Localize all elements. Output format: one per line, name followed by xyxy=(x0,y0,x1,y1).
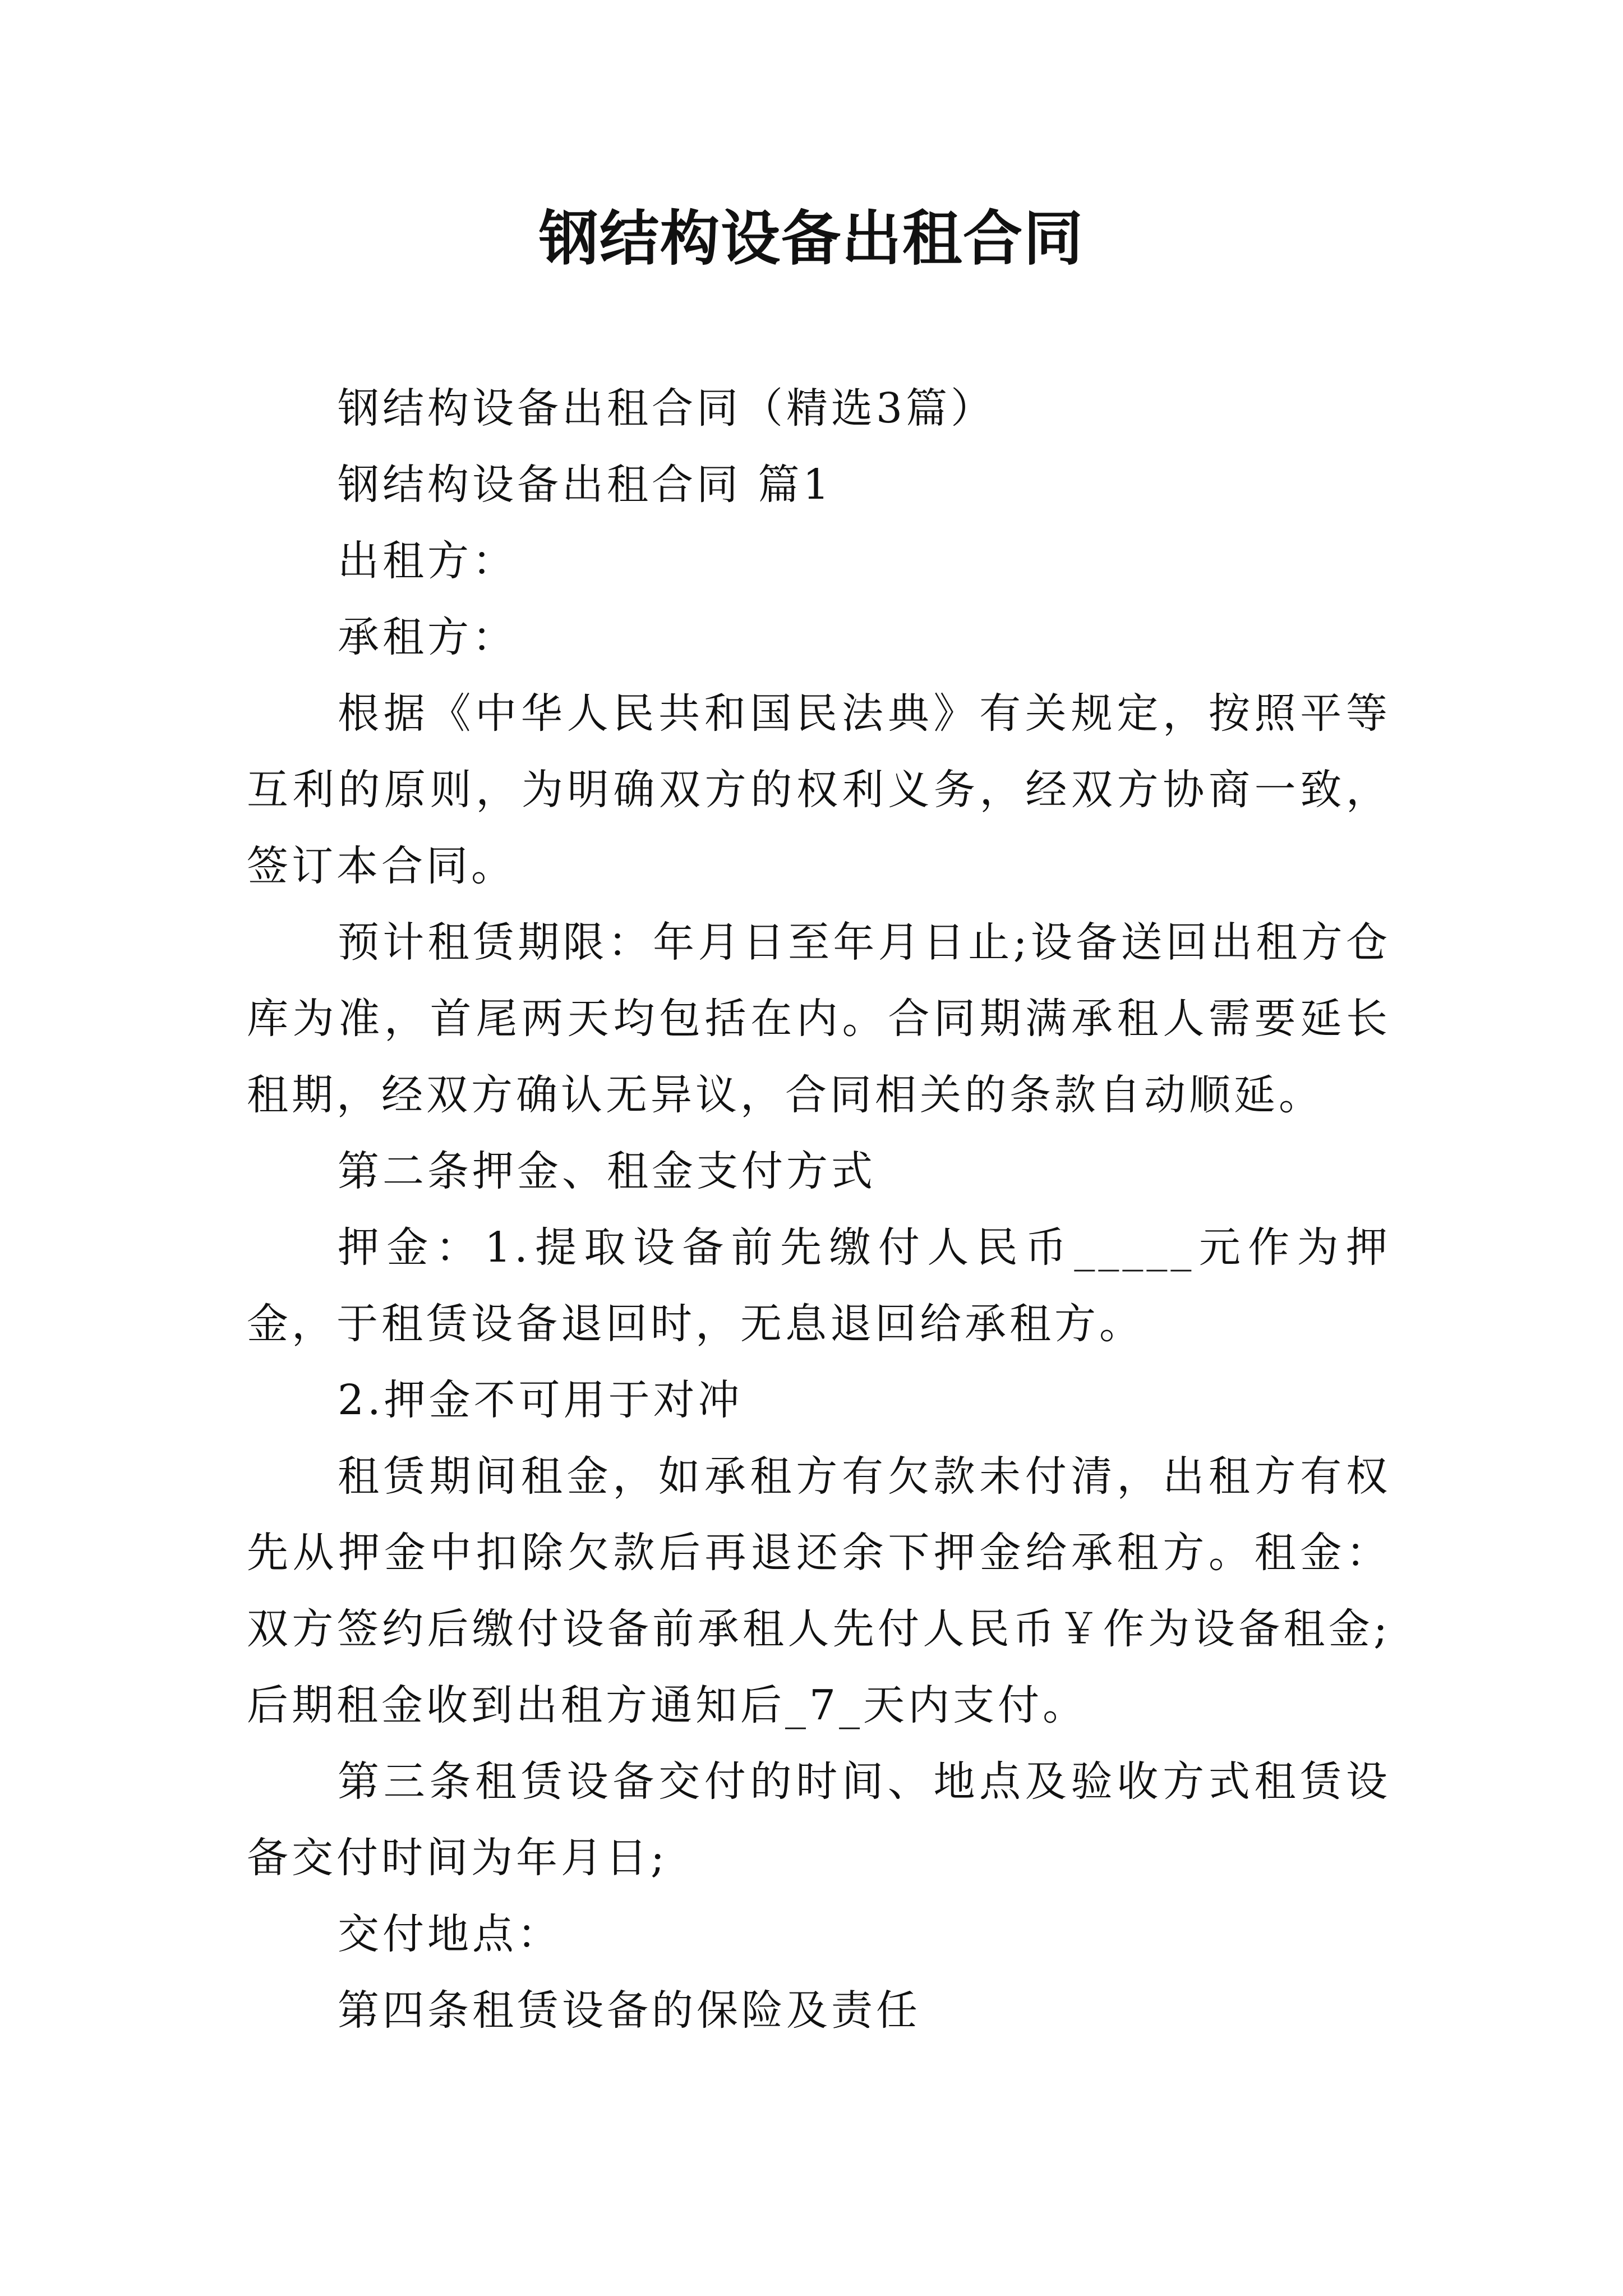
paragraph-collection-title: 钢结构设备出租合同（精选3篇） xyxy=(338,384,996,432)
paragraph-preamble: 根据《中华人民共和国民法典》有关规定，按照平等互利的原则，为明确双方的权利义务，经双方协商一致，签订本合同。 xyxy=(247,689,1391,890)
document-title: 钢结构设备出租合同 xyxy=(539,203,1084,273)
paragraph-lessor: 出租方： xyxy=(338,537,517,585)
paragraph-article-2-heading: 第二条押金、租金支付方式 xyxy=(338,1147,876,1195)
paragraph-article-3: 第三条租赁设备交付的时间、地点及验收方式租赁设备交付时间为年月日; xyxy=(247,1757,1391,1882)
paragraph-lease-term: 预计租赁期限：年月日至年月日止;设备送回出租方仓库为准，首尾两天均包括在内。合同期满承租人需要延长租期，经双方确认无异议，合同相关的条款自动顺延。 xyxy=(247,918,1391,1119)
paragraph-article-4-heading: 第四条租赁设备的保险及责任 xyxy=(338,1986,921,2035)
paragraph-delivery-location: 交付地点： xyxy=(338,1910,562,1958)
document-body xyxy=(247,370,1391,2049)
paragraph-lessee: 承租方： xyxy=(338,613,517,661)
paragraph-rent: 租赁期间租金，如承租方有欠款未付清，出租方有权先从押金中扣除欠款后再退还余下押金给承租方。租金：双方签约后缴付设备前承租人先付人民币￥作为设备租金;后期租金收到出租方通知后_7_天内支付。 xyxy=(247,1452,1391,1729)
paragraph-deposit: 押金：1.提取设备前先缴付人民币_____元作为押金，于租赁设备退回时，无息退回给承租方。 xyxy=(247,1223,1391,1348)
paragraph-section-heading: 钢结构设备出租合同 篇1 xyxy=(338,461,833,509)
paragraph-deposit-offset: 2.押金不可用于对冲 xyxy=(338,1376,743,1424)
